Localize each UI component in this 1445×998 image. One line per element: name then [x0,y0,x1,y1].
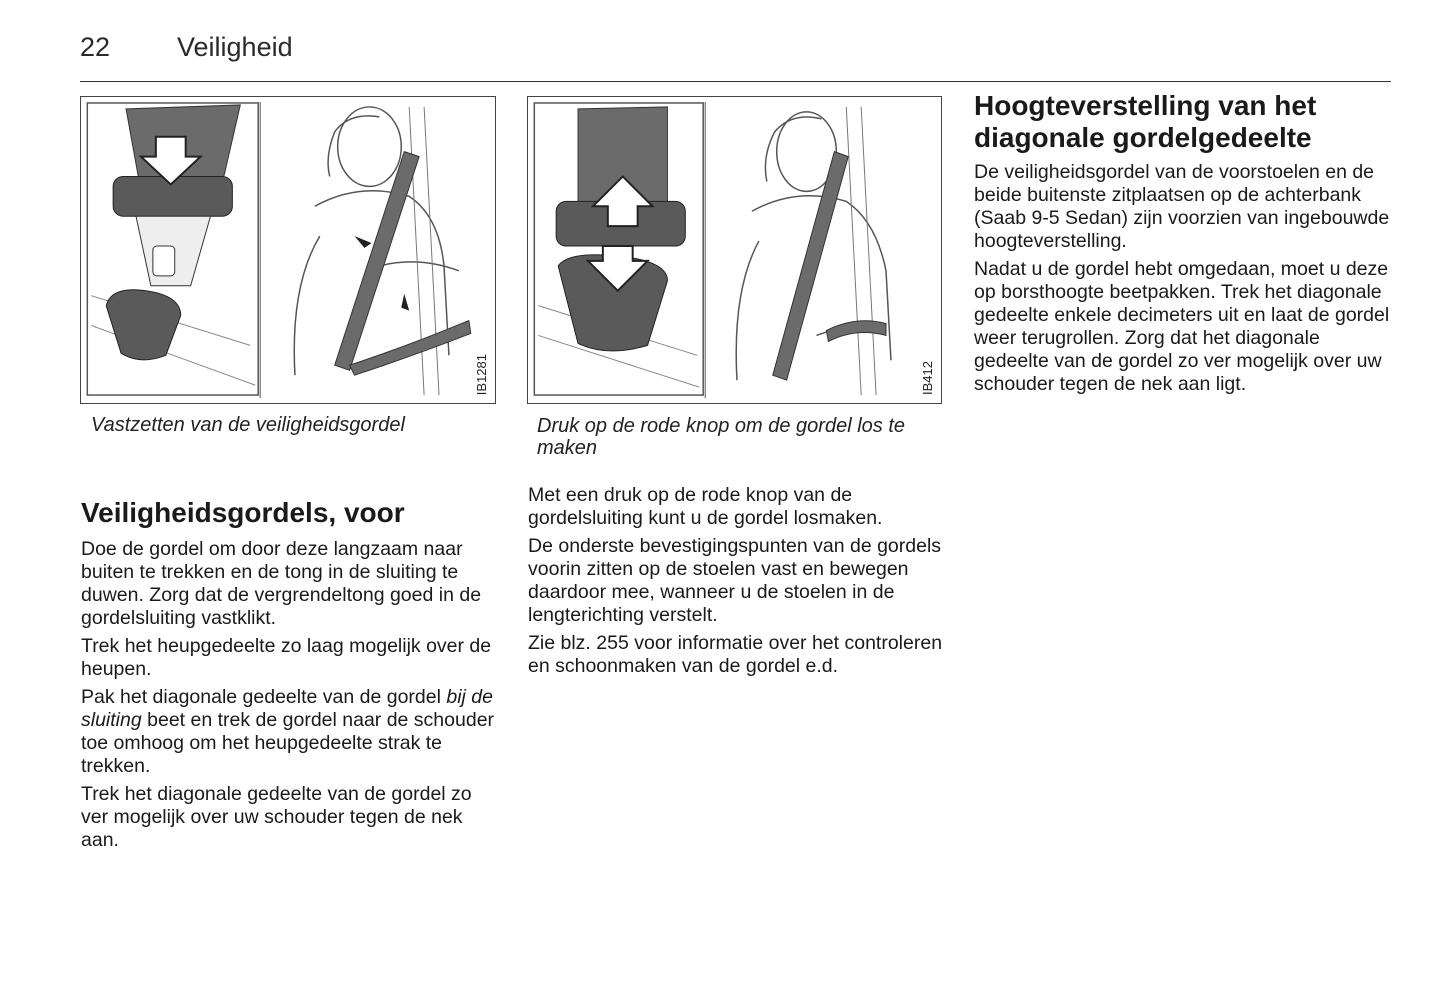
seatbelt-release-illustration [528,97,941,403]
figure-caption: Vastzetten van de veiligheidsgordel [91,414,405,436]
figure-releasing-seatbelt [527,96,942,404]
section-heading: Hoogteverstelling van het diagonale gordelgedeelte [974,90,1317,153]
figure-fastening-seatbelt [80,96,496,404]
page-number: 22 [80,32,111,62]
left-column-body [81,538,496,857]
paragraph: Trek het diagonale gedeelte van de gordel zo ver mogelijk over uw schouder tegen de nek aan. [81,783,472,851]
text-run: Pak het diagonale gedeelte van de gordel [81,686,441,708]
figure-code: IB412 [920,361,935,395]
paragraph: Nadat u de gordel hebt omgedaan, moet u deze op borsthoogte beetpakken. Trek het diagonale gedeelte enkele decimeters uit en laat de gordel weer terugrollen. Zorg dat het diagonale gedeelte van de gordel zo ver mogelijk over uw schouder tegen de nek aan ligt. [974,258,1390,395]
seatbelt-fastening-illustration [81,97,495,403]
emphasized-text: bij de sluiting [81,686,493,731]
paragraph: De onderste bevestigingspunten van de gordels voorin zitten op de stoelen vast en bewegen daardoor mee, wanneer u de stoelen in de lengterichting verstelt. [528,535,942,626]
section-heading: Veiligheidsgordels, voor [81,497,405,528]
right-column-body [974,161,1394,401]
paragraph: Zie blz. 255 voor informatie over het controleren en schoonmaken van de gordel e.d. [528,632,943,677]
paragraph: Trek het heupgedeelte zo laag mogelijk over de heupen. [81,635,492,680]
paragraph [81,686,496,778]
page-header [80,32,293,63]
paragraph: Met een druk op de rode knop van de gordelsluiting kunt u de gordel losmaken. [528,484,883,529]
figure-code: IB1281 [474,353,489,395]
paragraph: Doe de gordel om door deze langzaam naar buiten te trekken en de tong in de sluiting te duwen. Zorg dat de vergrendeltong goed in de gordelsluiting vastklikt. [81,538,482,629]
figure-caption: Druk op de rode knop om de gordel los te maken [537,415,905,459]
section-title: Veiligheid [177,32,293,62]
paragraph: De veiligheidsgordel van de voorstoelen en de beide buitenste zitplaatsen op de achterbank (Saab 9-5 Sedan) zijn voorzien van ingebouwde hoogteverstelling. [974,161,1390,252]
header-divider [80,81,1391,82]
middle-column-body [528,484,943,683]
text-run: beet en trek de gordel naar de schouder toe omhoog om het heupgedeelte strak te trekken. [81,709,495,777]
